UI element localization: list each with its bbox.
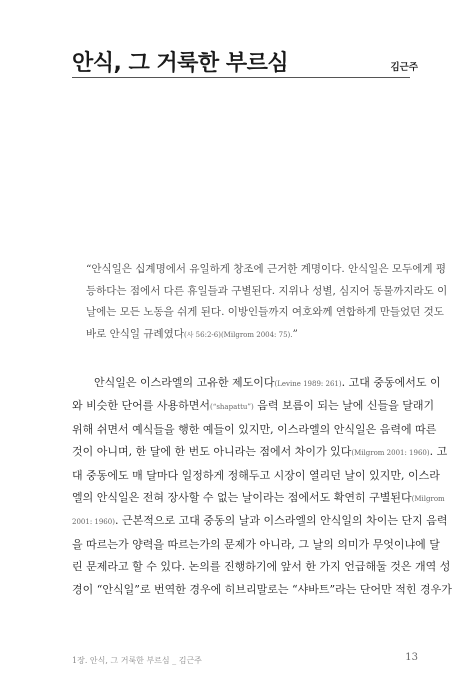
quote-line: 등하다는 점에서 다른 휴일들과 구별된다. 지위나 성별, 심지어 동물까지라도 이	[86, 284, 448, 297]
body-paragraph	[72, 372, 452, 601]
body-line: 위해 쉬면서 예식들을 행한 예들이 있지만, 이스라엘의 안식일은 음력에 따른	[72, 422, 437, 436]
citation: (Milgrom 2001: 1960)	[351, 449, 430, 458]
body-text: 음력 보름이 되는 날에 신들을 달래기	[253, 399, 435, 413]
quote-line: “안식일은 십계명에서 유일하게 창조에 근거한 계명이다. 안식일은 모두에게 평	[86, 263, 446, 275]
citation: (“shapattu”)	[210, 403, 254, 412]
body-line	[72, 441, 448, 464]
quote-line	[86, 324, 396, 347]
body-text: . 고대 중동에서도 이	[341, 376, 441, 389]
body-line: 대 중동에도 매 달마다 일정하게 정해두고 시장이 열리던 날이 있지만, 이스라	[72, 468, 440, 482]
body-text: . 고	[429, 445, 448, 459]
running-footer: 1장. 안식, 그 거룩한 부르심 _ 김근주	[72, 656, 202, 665]
body-text: 안식일은 이스라엘의 고유한 제도이다	[94, 376, 275, 389]
body-line: 을 따르는가 양력을 따르는가의 문제가 아니라, 그 날의 의미가 무엇이냐에 달	[72, 537, 440, 551]
page-number: 13	[405, 652, 418, 663]
body-line	[72, 395, 435, 418]
body-text: 것이 아니며, 한 달에 한 번도 아니라는 점에서 차이가 있다	[72, 445, 352, 459]
citation: 2001: 1960)	[72, 518, 115, 527]
body-line: 경이 “안식일”로 번역한 경우에 히브리말로는 “샤바트”라는 단어만 적힌 경우가	[72, 582, 452, 596]
body-line	[72, 510, 448, 533]
body-line: 린 문제라고 할 수 있다. 논의를 진행하기에 앞서 한 가지 언급해둘 것은 개역 성	[72, 560, 451, 574]
citation: (Milgrom	[411, 495, 445, 504]
body-text: 엘의 안식일은 전혀 장사할 수 없는 날이라는 점에서도 확연히 구별된다	[72, 491, 412, 505]
body-line	[72, 372, 441, 395]
chapter-title: 안식, 그 거룩한 부르심	[72, 51, 289, 76]
body-line	[72, 487, 445, 510]
epigraph-quote	[86, 259, 448, 346]
quote-line-text: 바로 안식일 규례였다	[86, 327, 184, 340]
body-text: 와 비슷한 단어를 사용하면서	[72, 399, 211, 413]
body-text: . 근본적으로 고대 중동의 날과 이스라엘의 안식일의 차이는 단지 음력	[114, 514, 448, 528]
author-name: 김근주	[390, 62, 418, 73]
citation: (Levine 1989: 261)	[274, 380, 342, 388]
quote-citation: (사 56:2-6)(Milgrom 2004: 75).	[183, 330, 293, 339]
quote-close-mark: ”	[292, 327, 298, 340]
quote-line: 날에는 모든 노동을 쉬게 된다. 이방인들까지 여호와께 연합하게 만들었던 것도	[86, 306, 444, 318]
title-divider	[72, 77, 410, 78]
